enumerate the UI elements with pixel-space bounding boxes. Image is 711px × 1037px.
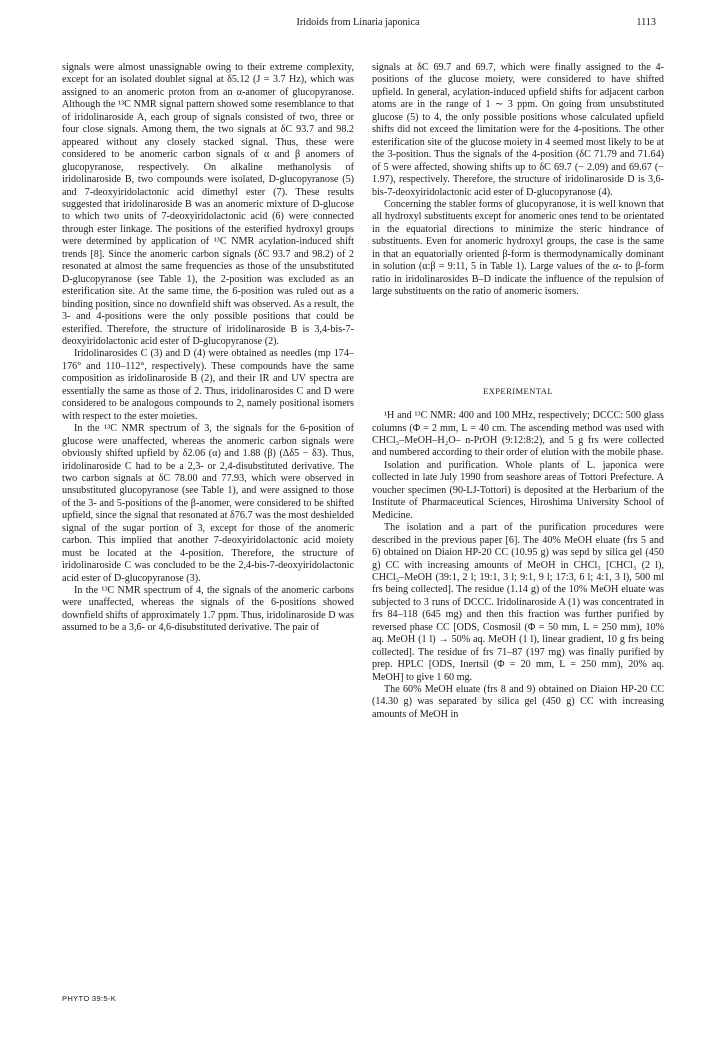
running-title: Iridoids from Linaria japonica <box>296 17 420 28</box>
journal-code: PHYTO 39:5-K <box>62 994 117 1003</box>
running-header <box>60 17 656 31</box>
section-heading: EXPERIMENTAL <box>483 385 553 396</box>
paragraph: Isolation and purification. Whole plants of L. japonica were collected in late July 1990 from seashore areas of Tottori Prefecture. A voucher specimen (90-LJ-Tottori) is deposited at the Herbarium of the Institute of Pharmaceutical Sciences, Hiroshima University School of Medicine. <box>372 459 664 521</box>
paragraph: The 60% MeOH eluate (frs 8 and 9) obtained on Diaion HP-20 CC (14.30 g) was separated by silica gel (450 g) CC with increasing amounts of MeOH in <box>372 684 664 720</box>
paragraph: signals were almost unassignable owing to their extreme complexity, except for an isolated doublet signal at δ5.12 (J = 3.7 Hz), which was assigned to an anomeric proton from an α-anomer of glucopyranose. Although the ¹³C NMR signal pattern showed some resemblance to that of iridolinaroside A, each group of signals consisted of two, three or four close signals. Among them, the two signals at δC 93.7 and 98.2 appeared without any closely stacked signal. Thus, these were considered to be anomeric carbon signals of α and β anomers of glucopyranose, respectively. On alkaline methanolysis of iridolinaroside B, two compounds were isolated, D-glucopyranose (5) and 7-deoxyiridolactonic acid dimethyl ester (7). These results suggested that iridolinaroside B was an anomeric mixture of D-glucose to which two units of 7-deoxyiridolactonic acid (6) were connected through ester linkage. The positions of the esterified hydroxyl groups were determined by application of ¹³C NMR acylation-induced shift trends [8]. Since the anomeric carbon signals (δC 93.7 and 98.2) of 2 resonated at almost the same frequencies as those of the unsubstituted D-glucopyranose (see Table 1), the 2-position was excluded as an esterification site. At the same time, the 6-position was ruled out as a binding position, since no downfield shift was observed. As a result, the 3- and 4-positions were the only possible positions that could be esterified. Therefore, the structure of iridolinaroside B is 3,4-bis-7-deoxyiridolactonic acid ester of D-glucopyranose (2). <box>62 62 354 347</box>
paragraph: signals at δC 69.7 and 69.7, which were finally assigned to the 4-positions of the glucose moiety, were considered to have shifted upfield. In general, acylation-induced upfield shifts for adjacent carbon atoms are in the range of 1 ∼ 3 ppm. On going from unsubstituted glucose (5) to 4, the only possible positions whose calculated upfield shifts did not exceed the limitation were for the 4-positions. The other esterification site of the glucose moiety in 4 seemed most likely to be at the 3-position. Thus the signals of the 4-position (δC 71.79 and 71.64) of 5 were affected, showing shifts up to δC 69.7 (− 2.09) and 69.67 (− 1.97), respectively. Therefore, the structure of iridolinaroside D is 3,6-bis-7-deoxyiridolactonic acid ester of D-glucopyranose (4). <box>372 62 664 198</box>
left-column <box>62 62 354 635</box>
paragraph: In the ¹³C NMR spectrum of 4, the signals of the anomeric carbons were unaffected, whereas the signals of the 6-positions showed downfield shifts of approximately 1.7 ppm. Thus, iridolinaroside D was assumed to be a 3,6- or 4,6-disubstituted derivative. The pair of <box>62 585 354 634</box>
paragraph: ¹H and ¹³C NMR: 400 and 100 MHz, respectively; DCCC: 500 glass columns (Φ = 2 mm, L = 40 cm. The ascending method was used with CHCl₃–MeOH–H₂O– n-PrOH (9:12:8:2), and 5 g frs were collected and numbered according to their order of elution with the mobile phase. <box>372 410 664 459</box>
paragraph: Concerning the stabler forms of glucopyranose, it is well known that all hydroxyl substituents except for anomeric ones tend to be orientated in the equatorial directions to minimize the steric hindrance of substituents. Even for anomeric hydroxyl groups, the case is the same in that an equatorially oriented β-form is thermodynamically dominant in solution (α:β = 9:11, 5 in Table 1). Large values of the α- to β-form ratio in iridolinarosides B–D indicate the influence of the repulsion of large substituents on the ratio of anomeric isomers. <box>372 198 664 298</box>
right-column <box>372 62 664 721</box>
paragraph: Iridolinarosides C (3) and D (4) were obtained as needles (mp 174–176° and 110–112°, respectively). These compounds have the same composition as iridolinaroside B (2), and their IR and UV spectra are essentially the same as those of 2. Thus, iridolinarosides C and D were considered to be analogous compounds to 2, namely positional isomers with respect to the ester moieties. <box>62 348 354 422</box>
paragraph: The isolation and a part of the purification procedures were described in the previous paper [6]. The 40% MeOH eluate (frs 5 and 6) obtained on Diaion HP-20 CC (10.95 g) was sepd by silica gel (450 g) CC with increasing amounts of MeOH in CHCl₃ [CHCl₃ (2 l), CHCl₃–MeOH (39:1, 2 l; 19:1, 3 l; 9:1, 9 l; 17:3, 6 l; 4:1, 3 l), 500 ml frs being collected]. The residue (1.14 g) of the 10% MeOH eluate was subjected to 3 runs of DCCC. Iridolinaroside A (1) was concentrated in frs 84–118 (645 mg) and then this fraction was further purified by reversed phase CC [ODS, Cosmosil (Φ = 50 mm, L = 250 mm), 10% aq. MeOH (1 l) → 50% aq. MeOH (1 l), linear gradient, 10 g frs being collected]. The residue of frs 71–87 (197 mg) was finally purified by prep. HPLC [ODS, Inertsil (Φ = 20 mm, L = 250 mm), 20% aq. MeOH] to give 1 60 mg. <box>372 522 664 683</box>
page-number: 1113 <box>636 17 656 28</box>
paragraph: In the ¹³C NMR spectrum of 3, the signals for the 6-position of glucose were unaffected, whereas the anomeric carbon signals were obviously shifted upfield by δ2.06 (α) and 1.88 (β) (Δδ5 − δ3). Thus, iridolinaroside C had to be a 2,3- or 2,4-disubstituted derivative. The two carbon signals at δC 78.00 and 77.93, which were observed in unsubstituted glucopyranose (see Table 1), and were assigned to those of the 3- and 5-positions of the β-anomer, were considered to be shifted upfield, since the signal that resonated at δ76.7 was the most deshielded signal of the sugar portion of 3, except for those of the anomeric carbon. This implied that another 7-deoxyiridolactonic acid moiety must be located at the 4-position. Therefore, the structure of iridolinaroside C was concluded to be the 2,4-bis-7-deoxyiridolactonic acid ester of D-glucopyranose (3). <box>62 423 354 584</box>
